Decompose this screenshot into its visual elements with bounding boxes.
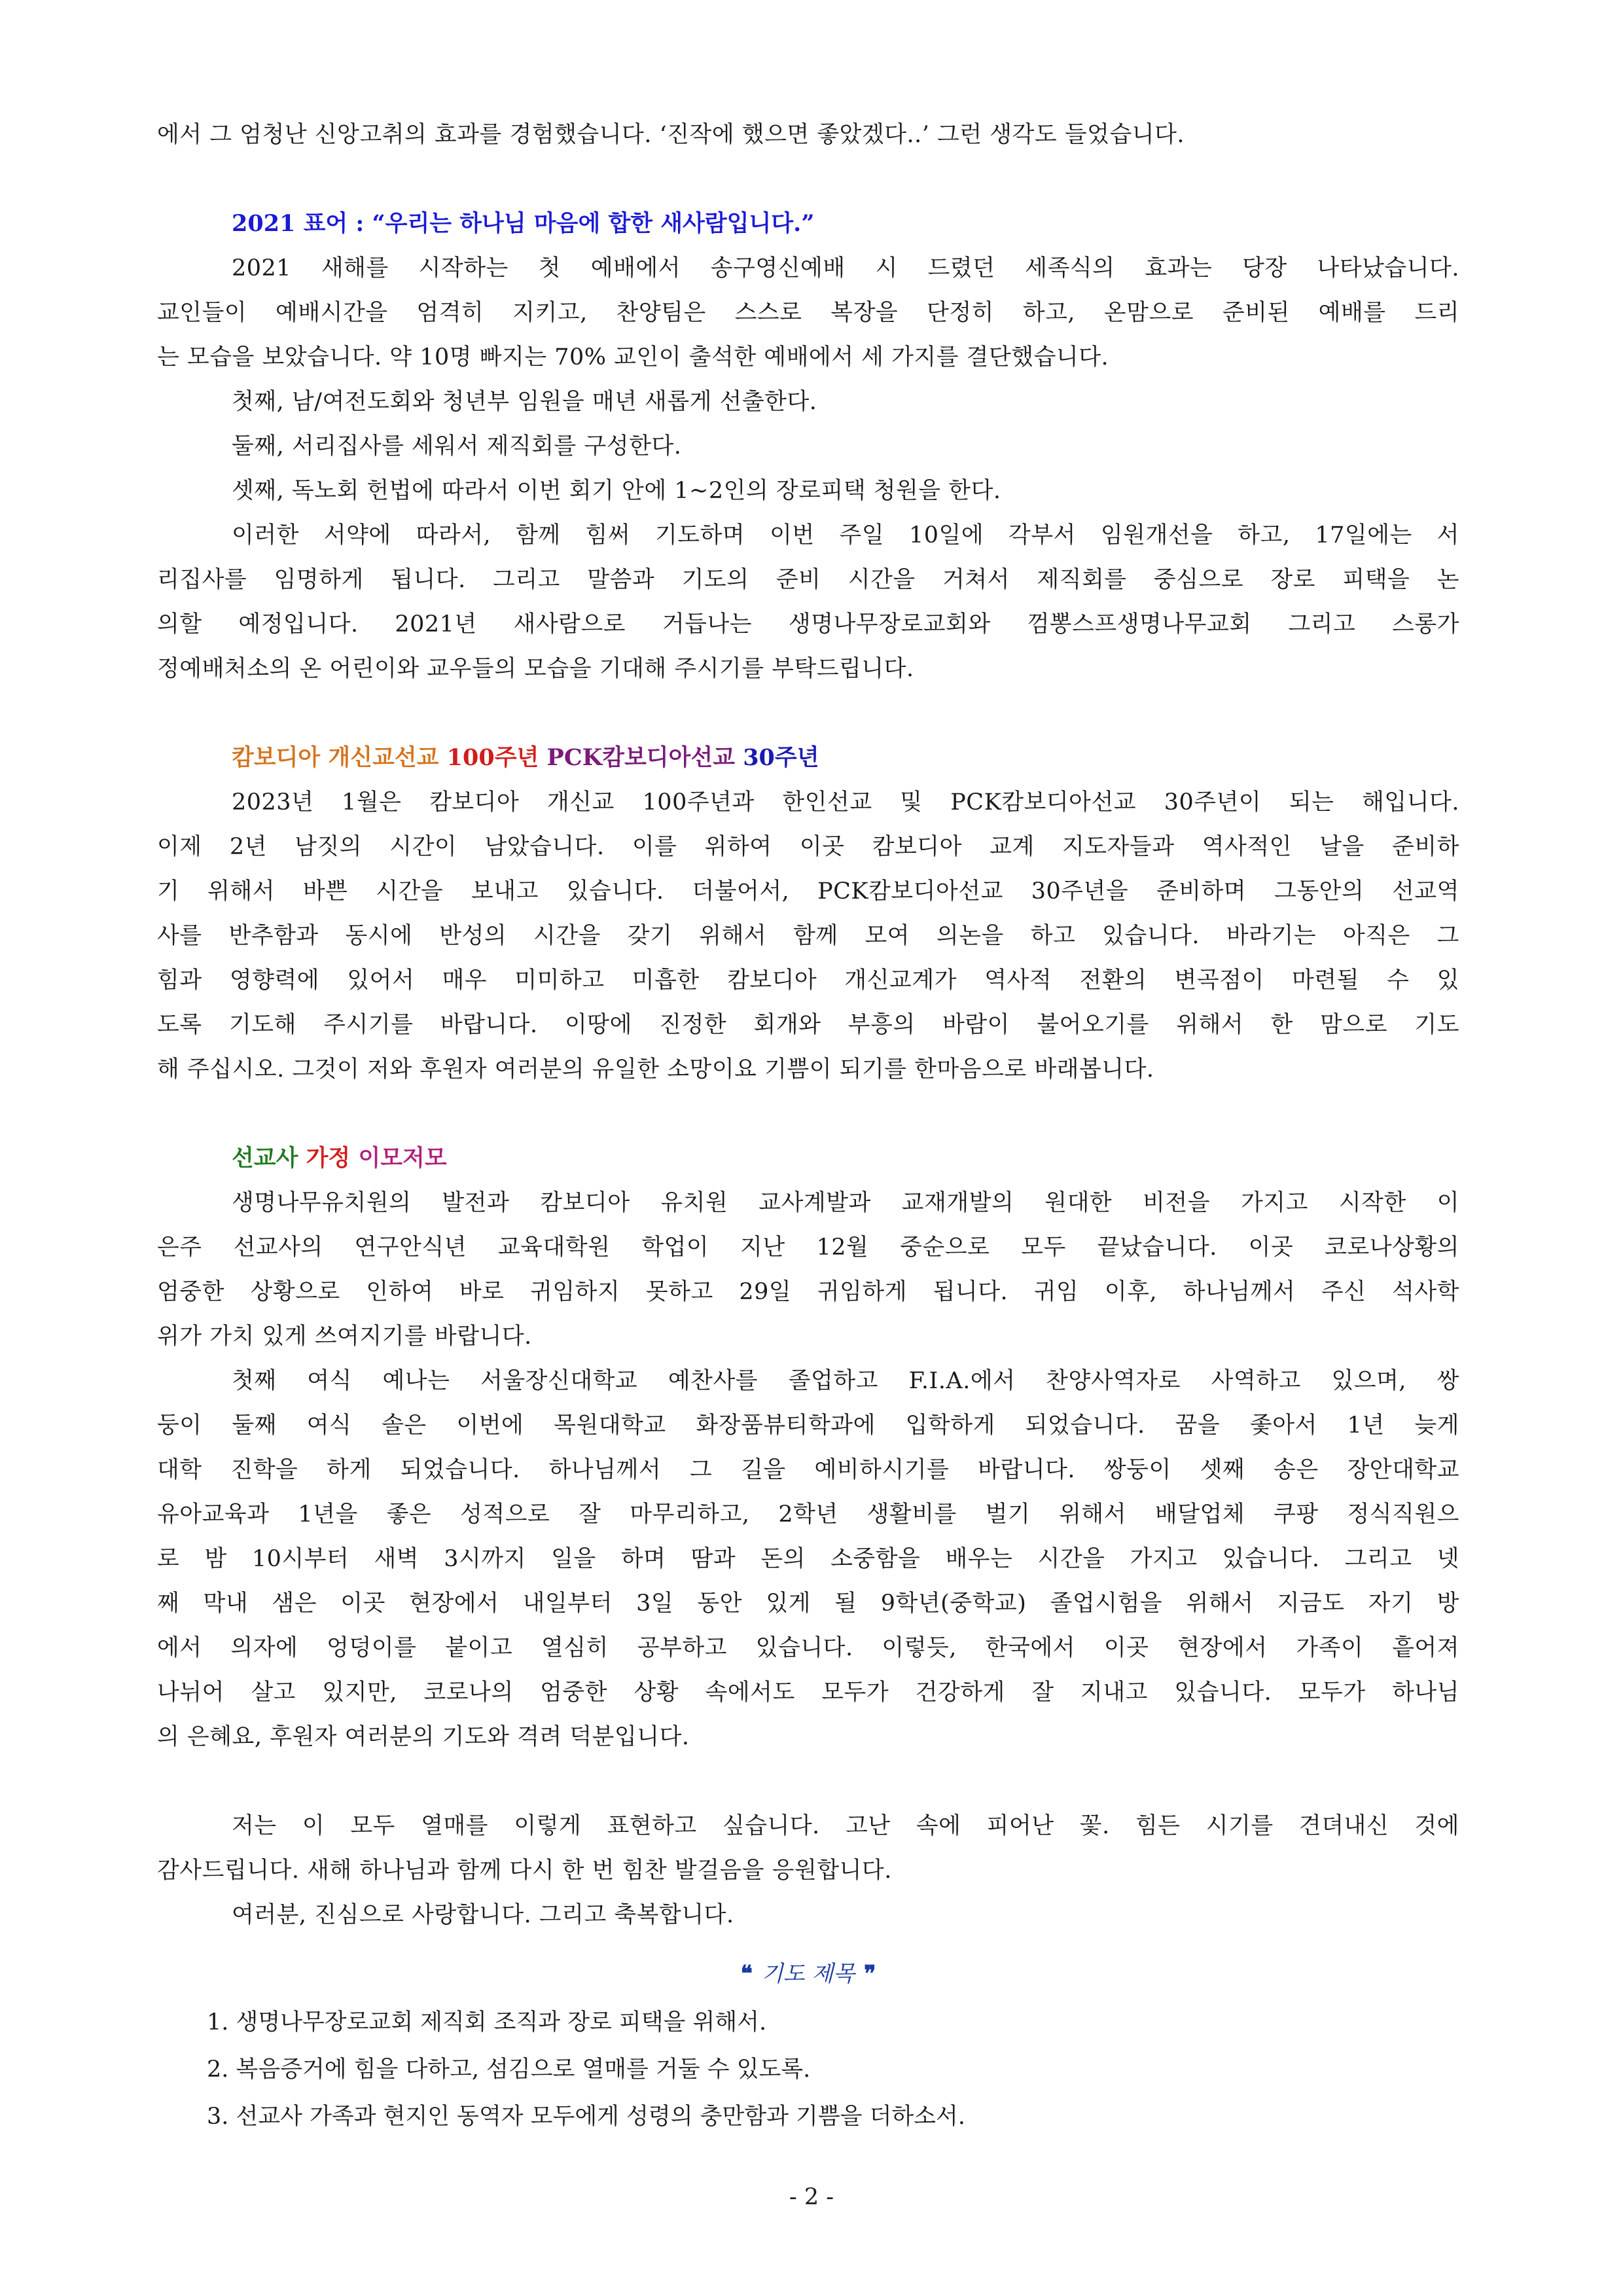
- cambodia-para-line: 기 위해서 바쁜 시간을 보내고 있습니다. 더불어서, PCK캄보디아선교 30주년을 준비하며 그동안의 선교역: [157, 878, 1459, 905]
- close-quote-icon: ❞: [864, 1961, 876, 1987]
- motto-para1-line: 2021 새해를 시작하는 첫 예배에서 송구영신예배 시 드렸던 세족식의 효과는 당장 나타났습니다.: [232, 255, 1459, 281]
- motto-para1-line: 는 모습을 보았습니다. 약 10명 빠지는 70% 교인이 출석한 예배에서 세 가지를 결단했습니다.: [157, 344, 1109, 370]
- cambodia-heading-part: PCK캄보디아선교: [546, 744, 736, 771]
- motto-item-2: 둘째, 서리집사를 세워서 제직회를 구성한다.: [232, 433, 682, 459]
- family-heading: [157, 1136, 1459, 1181]
- family-heading-part: 가정: [306, 1145, 351, 1172]
- page-number: - 2 -: [789, 2184, 834, 2210]
- motto-item-3: 셋째, 독노회 헌법에 따라서 이번 회기 안에 1~2인의 장로피택 청원을 한다.: [232, 478, 1001, 504]
- family-para1-line: 위가 가치 있게 쓰여지기를 바랍니다.: [157, 1323, 532, 1350]
- cambodia-para-line: 사를 반추함과 동시에 반성의 시간을 갖기 위해서 함께 모여 의논을 하고 있습니다. 바라기는 아직은 그: [157, 923, 1459, 949]
- cambodia-para-line: 2023년 1월은 캄보디아 개신교 100주년과 한인선교 및 PCK캄보디아선교 30주년이 되는 해입니다.: [232, 789, 1459, 816]
- closing-para2-line: 여러분, 진심으로 사랑합니다. 그리고 축복합니다.: [232, 1902, 734, 1928]
- family-para2-line: 첫째 여식 예나는 서울장신대학교 예찬사를 졸업하고 F.I.A.에서 찬양사역자로 사역하고 있으며, 쌍: [232, 1368, 1459, 1394]
- document-page: [157, 113, 1459, 2140]
- closing-para1-line: 감사드립니다. 새해 하나님과 함께 다시 한 번 힘찬 발걸음을 응원합니다.: [157, 1857, 892, 1884]
- cambodia-heading-part: 100주년: [446, 744, 539, 771]
- family-para1-line: 엄중한 상황으로 인하여 바로 귀임하지 못하고 29일 귀임하게 됩니다. 귀임 이후, 하나님께서 주신 석사학: [157, 1279, 1459, 1305]
- prayer-title: [157, 1952, 1459, 1996]
- cambodia-para-line: 힘과 영향력에 있어서 매우 미미하고 미흡한 캄보디아 개신교계가 역사적 전환의 변곡점이 마련될 수 있: [157, 967, 1459, 994]
- motto-para1-line: 교인들이 예배시간을 엄격히 지키고, 찬양팀은 스스로 복장을 단정히 하고, 온맘으로 준비된 예배를 드리: [157, 300, 1459, 326]
- motto-para2-line: 의할 예정입니다. 2021년 새사람으로 거듭나는 생명나무장로교회와 껌뽕스프생명나무교회 그리고 스롱가: [157, 611, 1459, 637]
- cambodia-heading-part: 캄보디아 개신교선교: [232, 744, 439, 771]
- prayer-item: 2. 복음증거에 힘을 다하고, 섬김으로 열매를 거둘 수 있도록.: [207, 2056, 811, 2083]
- open-quote-icon: ❝: [740, 1961, 753, 1987]
- prayer-item: 1. 생명나무장로교회 제직회 조직과 장로 피택을 위해서.: [207, 2009, 767, 2036]
- intro-line: 에서 그 엄청난 신앙고취의 효과를 경험했습니다. ‘진작에 했으면 좋았겠다..’ 그런 생각도 들었습니다.: [157, 122, 1185, 148]
- family-para2-line: 유아교육과 1년을 좋은 성적으로 잘 마무리하고, 2학년 생활비를 벌기 위해서 배달업체 쿠팡 정식직원으: [157, 1501, 1459, 1528]
- family-para2-line: 째 막내 샘은 이곳 현장에서 내일부터 3일 동안 있게 될 9학년(중학교) 졸업시험을 위해서 지금도 자기 방: [157, 1590, 1459, 1617]
- closing-para1-line: 저는 이 모두 열매를 이렇게 표현하고 싶습니다. 고난 속에 피어난 꽃. 힘든 시기를 견뎌내신 것에: [232, 1813, 1459, 1839]
- motto-item-1: 첫째, 남/여전도회와 청년부 임원을 매년 새롭게 선출한다.: [232, 389, 817, 415]
- prayer-list: [157, 1999, 1459, 2140]
- cambodia-para-line: 이제 2년 남짓의 시간이 남았습니다. 이를 위하여 이곳 캄보디아 교계 지도자들과 역사적인 날을 준비하: [157, 834, 1459, 860]
- family-para2-line: 대학 진학을 하게 되었습니다. 하나님께서 그 길을 예비하시기를 바랍니다. 쌍둥이 셋째 송은 장안대학교: [157, 1457, 1459, 1483]
- cambodia-heading-part: 30주년: [743, 744, 819, 771]
- family-para1-line: 생명나무유치원의 발전과 캄보디아 유치원 교사계발과 교재개발의 원대한 비전을 가지고 시작한 이: [232, 1190, 1459, 1216]
- family-para2-line: 로 밤 10시부터 새벽 3시까지 일을 하며 땀과 돈의 소중함을 배우는 시간을 가지고 있습니다. 그리고 넷: [157, 1546, 1459, 1572]
- family-heading-part: 선교사: [232, 1145, 298, 1172]
- cambodia-heading: [157, 736, 1459, 780]
- family-para2-line: 나뉘어 살고 있지만, 코로나의 엄중한 상황 속에서도 모두가 건강하게 잘 지내고 있습니다. 모두가 하나님: [157, 1679, 1460, 1706]
- family-para1-line: 은주 선교사의 연구안식년 교육대학원 학업이 지난 12월 중순으로 모두 끝났습니다. 이곳 코로나상황의: [157, 1234, 1459, 1261]
- prayer-item: 3. 선교사 가족과 현지인 동역자 모두에게 성령의 충만함과 기쁨을 더하소서.: [207, 2104, 965, 2130]
- family-para2-line: 의 은혜요, 후원자 여러분의 기도와 격려 덕분입니다.: [157, 1724, 690, 1750]
- family-heading-part: 이모저모: [358, 1145, 447, 1172]
- family-para2-line: 둥이 둘째 여식 솔은 이번에 목원대학교 화장품뷰티학과에 입학하게 되었습니다. 꿈을 좇아서 1년 늦게: [157, 1412, 1459, 1439]
- cambodia-para-line: 해 주십시오. 그것이 저와 후원자 여러분의 유일한 소망이요 기쁨이 되기를 한마음으로 바래봅니다.: [157, 1056, 1154, 1083]
- motto-para2-line: 이러한 서약에 따라서, 함께 힘써 기도하며 이번 주일 10일에 각부서 임원개선을 하고, 17일에는 서: [232, 522, 1459, 548]
- motto-heading: 2021 표어 : “우리는 하나님 마음에 합한 새사람입니다.”: [232, 210, 815, 237]
- family-para2-line: 에서 의자에 엉덩이를 붙이고 열심히 공부하고 있습니다. 이렇듯, 한국에서 이곳 현장에서 가족이 흩어져: [157, 1635, 1459, 1661]
- motto-para2-line: 정예배처소의 온 어린이와 교우들의 모습을 기대해 주시기를 부탁드립니다.: [157, 656, 914, 682]
- prayer-title-text: 기도 제목: [761, 1961, 855, 1987]
- cambodia-para-line: 도록 기도해 주시기를 바랍니다. 이땅에 진정한 회개와 부흥의 바람이 불어오기를 위해서 한 맘으로 기도: [157, 1012, 1459, 1038]
- motto-para2-line: 리집사를 임명하게 됩니다. 그리고 말씀과 기도의 준비 시간을 거쳐서 제직회를 중심으로 장로 피택을 논: [157, 567, 1459, 593]
